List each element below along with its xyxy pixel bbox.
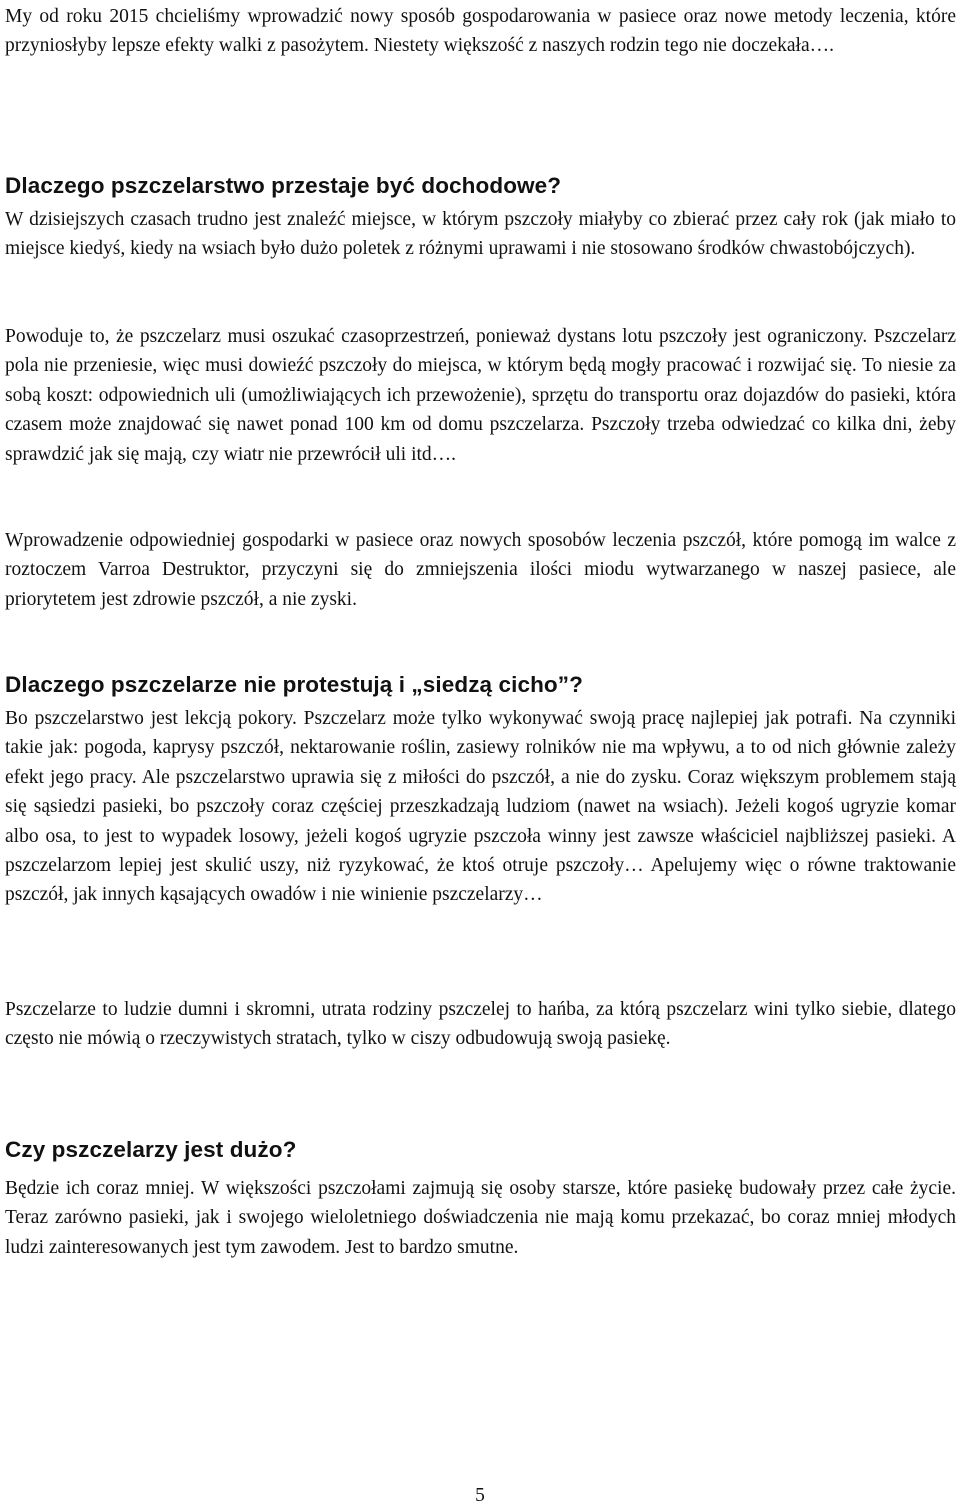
section2-paragraph-1: Bo pszczelarstwo jest lekcją pokory. Pszczelarz może tylko wykonywać swoją pracę najlepiej jak potrafi. Na czynniki takie jak: pogoda, kaprysy pszczół, nektarowanie roślin, zasiewy rolników nie ma wpływu, a to od nich głównie zależy efekt jego pracy. Ale pszczelarstwo uprawia się z miłości do pszczół, a nie do zysku. Coraz większym problemem stają się sąsiedzi pasieki, bo pszczoły coraz częściej przeszkadzają ludziom (nawet na wsiach). Jeżeli kogoś ugryzie komar albo osa, to jest to wypadek losowy, jeżeli kogoś ugryzie pszczoła winny jest zawsze właściciel najbliższej pasieki. A pszczelarzom lepiej jest skulić uszy, niż ryzykować, że ktoś otruje pszczoły… Apelujemy więc o równe traktowanie pszczół, jak innych kąsających owadów i nie winienie pszczelarzy…	[5, 708, 956, 906]
section1-paragraph-1: W dzisiejszych czasach trudno jest znaleźć miejsce, w którym pszczoły miałyby co zbierać przez cały rok (jak miało to miejsce kiedyś, kiedy na wsiach było dużo poletek z różnymi uprawami i nie stosowano środków chwastobójczych).	[5, 209, 956, 260]
section-heading-profitability: Dlaczego pszczelarstwo przestaje być dochodowe?	[5, 173, 562, 198]
section1-paragraph-3: Wprowadzenie odpowiedniej gospodarki w pasiece oraz nowych sposobów leczenia pszczół, które pomogą im walce z roztoczem Varroa Destruktor, przyczyni się do zmniejszenia ilości miodu wytwarzanego w naszej pasiece, ale priorytetem jest zdrowie pszczół, a nie zyski.	[5, 530, 956, 610]
section-heading-count: Czy pszczelarzy jest dużo?	[5, 1137, 297, 1162]
page-number: 5	[475, 1485, 485, 1506]
section1-paragraph-2: Powoduje to, że pszczelarz musi oszukać czasoprzestrzeń, ponieważ dystans lotu pszczoły jest ograniczony. Pszczelarz pola nie przeniesie, więc musi dowieźć pszczoły do miejsca, w którym będą mogły pracować i rozwijać się. To niesie za sobą koszt: odpowiednich uli (umożliwiających ich przewożenie), sprzętu do transportu oraz dojazdów do pasieki, która czasem może znajdować się nawet ponad 100 km od domu pszczelarza. Pszczoły trzeba odwiedzać co kilka dni, żeby sprawdzić jak się mają, czy wiatr nie przewrócił uli itd….	[5, 326, 956, 465]
intro-paragraph: My od roku 2015 chcieliśmy wprowadzić nowy sposób gospodarowania w pasiece oraz nowe metody leczenia, które przyniosłyby lepsze efekty walki z pasożytem. Niestety większość z naszych rodzin tego nie doczekała….	[5, 6, 956, 57]
section3-paragraph-1: Będzie ich coraz mniej. W większości pszczołami zajmują się osoby starsze, które pasiekę budowały przez całe życie. Teraz zarówno pasieki, jak i swojego wieloletniego doświadczenia nie mają komu przekazać, bo coraz mniej młodych ludzi zainteresowanych jest tym zawodem. Jest to bardzo smutne.	[5, 1178, 956, 1258]
section2-paragraph-2: Pszczelarze to ludzie dumni i skromni, utrata rodziny pszczelej to hańba, za którą pszczelarz wini tylko siebie, dlatego często nie mówią o rzeczywistych stratach, tylko w ciszy odbudowują swoją pasiekę.	[5, 999, 956, 1050]
section-heading-protest: Dlaczego pszczelarze nie protestują i „siedzą cicho”?	[5, 672, 583, 697]
